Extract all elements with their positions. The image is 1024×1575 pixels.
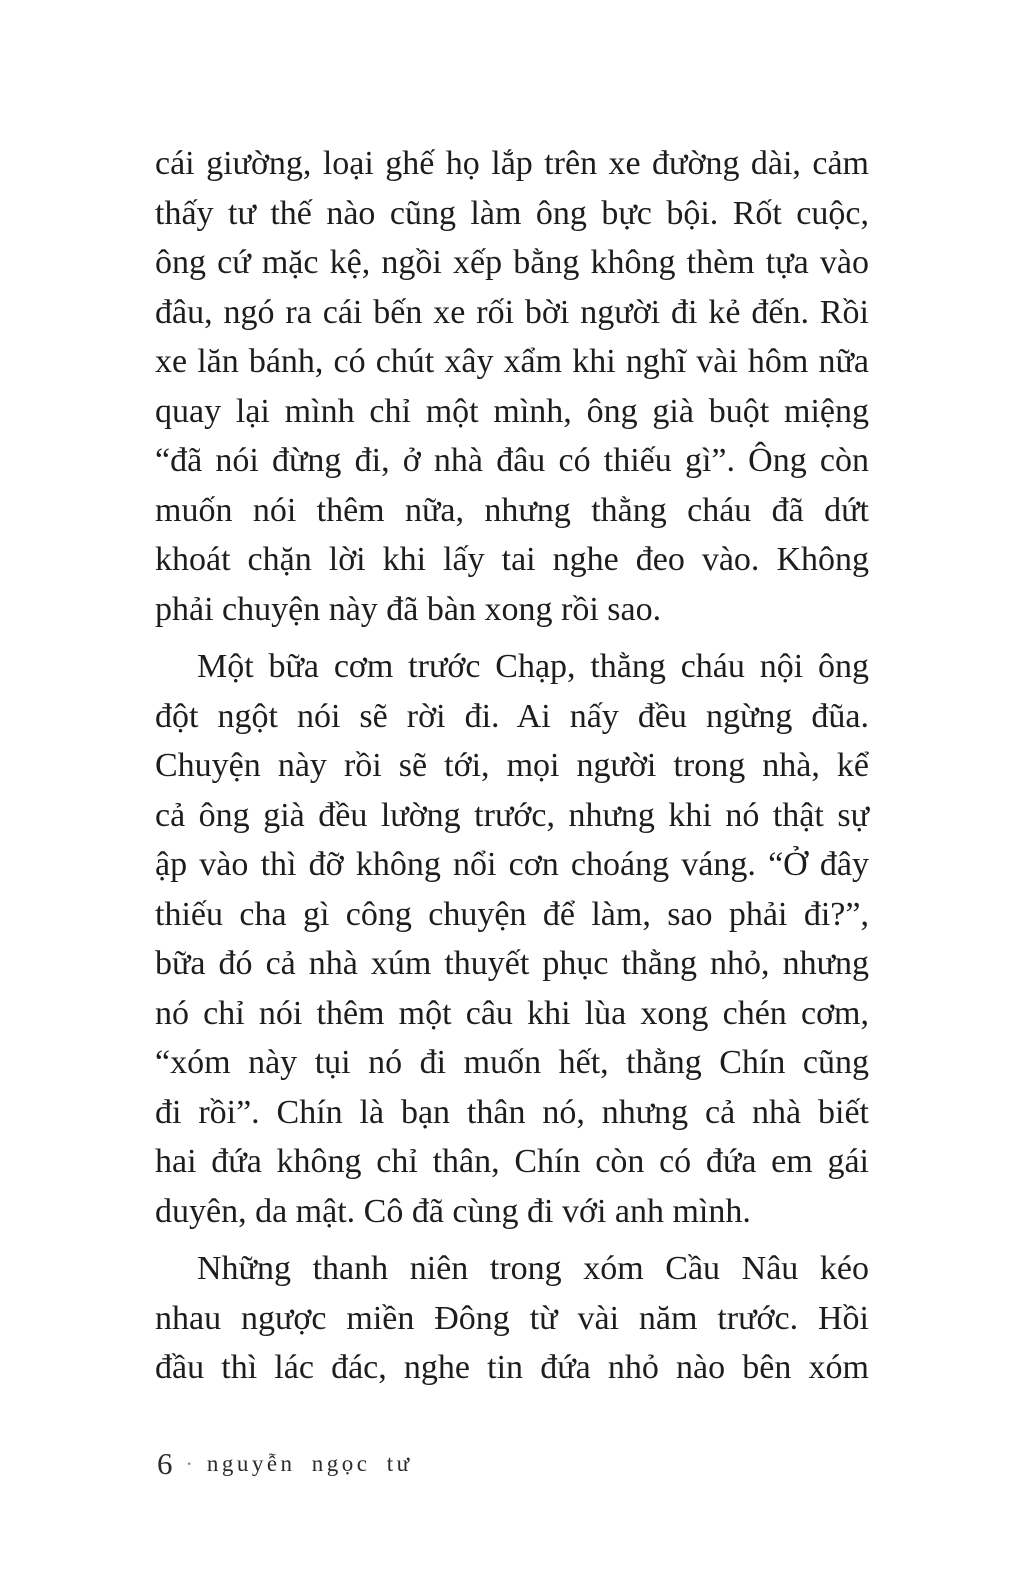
text-line: Những thanh niên trong xóm Cầu Nâu kéo [197, 1250, 869, 1287]
text-line: khoát chặn lời khi lấy tai nghe đeo vào. Không [155, 541, 869, 578]
page-footer [157, 1444, 413, 1484]
text-line: muốn nói thêm nữa, nhưng thằng cháu đã dứt [155, 491, 869, 529]
text-line: “đã nói đừng đi, ở nhà đâu có thiếu gì”. Ông còn [155, 442, 869, 479]
text-line: Một bữa cơm trước Chạp, thằng cháu nội ông [197, 648, 869, 685]
page-number: 6 [157, 1446, 173, 1481]
text-line: đi rồi”. Chín là bạn thân nó, nhưng cả nhà biết [155, 1093, 869, 1131]
text-line: duyên, da mật. Cô đã cùng đi với anh mình. [155, 1192, 751, 1230]
text-line: thấy tư thế nào cũng làm ông bực bội. Rốt cuộc, [155, 194, 869, 232]
text-line: nó chỉ nói thêm một câu khi lùa xong chén cơm, [155, 994, 869, 1032]
text-line: nhau ngược miền Đông từ vài năm trước. Hồi [155, 1299, 869, 1337]
paragraph [155, 1244, 869, 1393]
text-line: đầu thì lác đác, nghe tin đứa nhỏ nào bên xóm [155, 1349, 869, 1386]
paragraph [155, 642, 869, 1236]
footer-separator-dot: · [185, 1451, 193, 1476]
text-line: cả ông già đều lường trước, nhưng khi nó thật sự [155, 796, 869, 834]
text-line: đâu, ngó ra cái bến xe rối bời người đi kẻ đến. Rồi [155, 293, 869, 331]
text-line: ập vào thì đỡ không nổi cơn choáng váng. “Ở đây [155, 846, 869, 883]
paragraph [155, 139, 869, 634]
text-line: Chuyện này rồi sẽ tới, mọi người trong nhà, kể [155, 747, 869, 784]
text-line: ông cứ mặc kệ, ngồi xếp bằng không thèm tựa vào [155, 244, 869, 281]
text-line: hai đứa không chỉ thân, Chín còn có đứa em gái [155, 1143, 869, 1180]
text-line: “xóm này tụi nó đi muốn hết, thằng Chín cũng [155, 1044, 869, 1081]
text-line: quay lại mình chỉ một mình, ông già buột miệng [155, 392, 869, 430]
text-line: phải chuyện này đã bàn xong rồi sao. [155, 590, 662, 628]
body-text [155, 139, 869, 1393]
author-name: nguyễn ngọc tư [206, 1451, 413, 1476]
text-line: cái giường, loại ghế họ lắp trên xe đường dài, cảm [155, 145, 869, 182]
text-line: thiếu cha gì công chuyện để làm, sao phải đi?”, [155, 895, 869, 933]
text-line: bữa đó cả nhà xúm thuyết phục thằng nhỏ, nhưng [155, 945, 869, 982]
text-line: đột ngột nói sẽ rời đi. Ai nấy đều ngừng đũa. [155, 697, 869, 735]
text-line: xe lăn bánh, có chút xây xẩm khi nghĩ vài hôm nữa [155, 343, 869, 380]
